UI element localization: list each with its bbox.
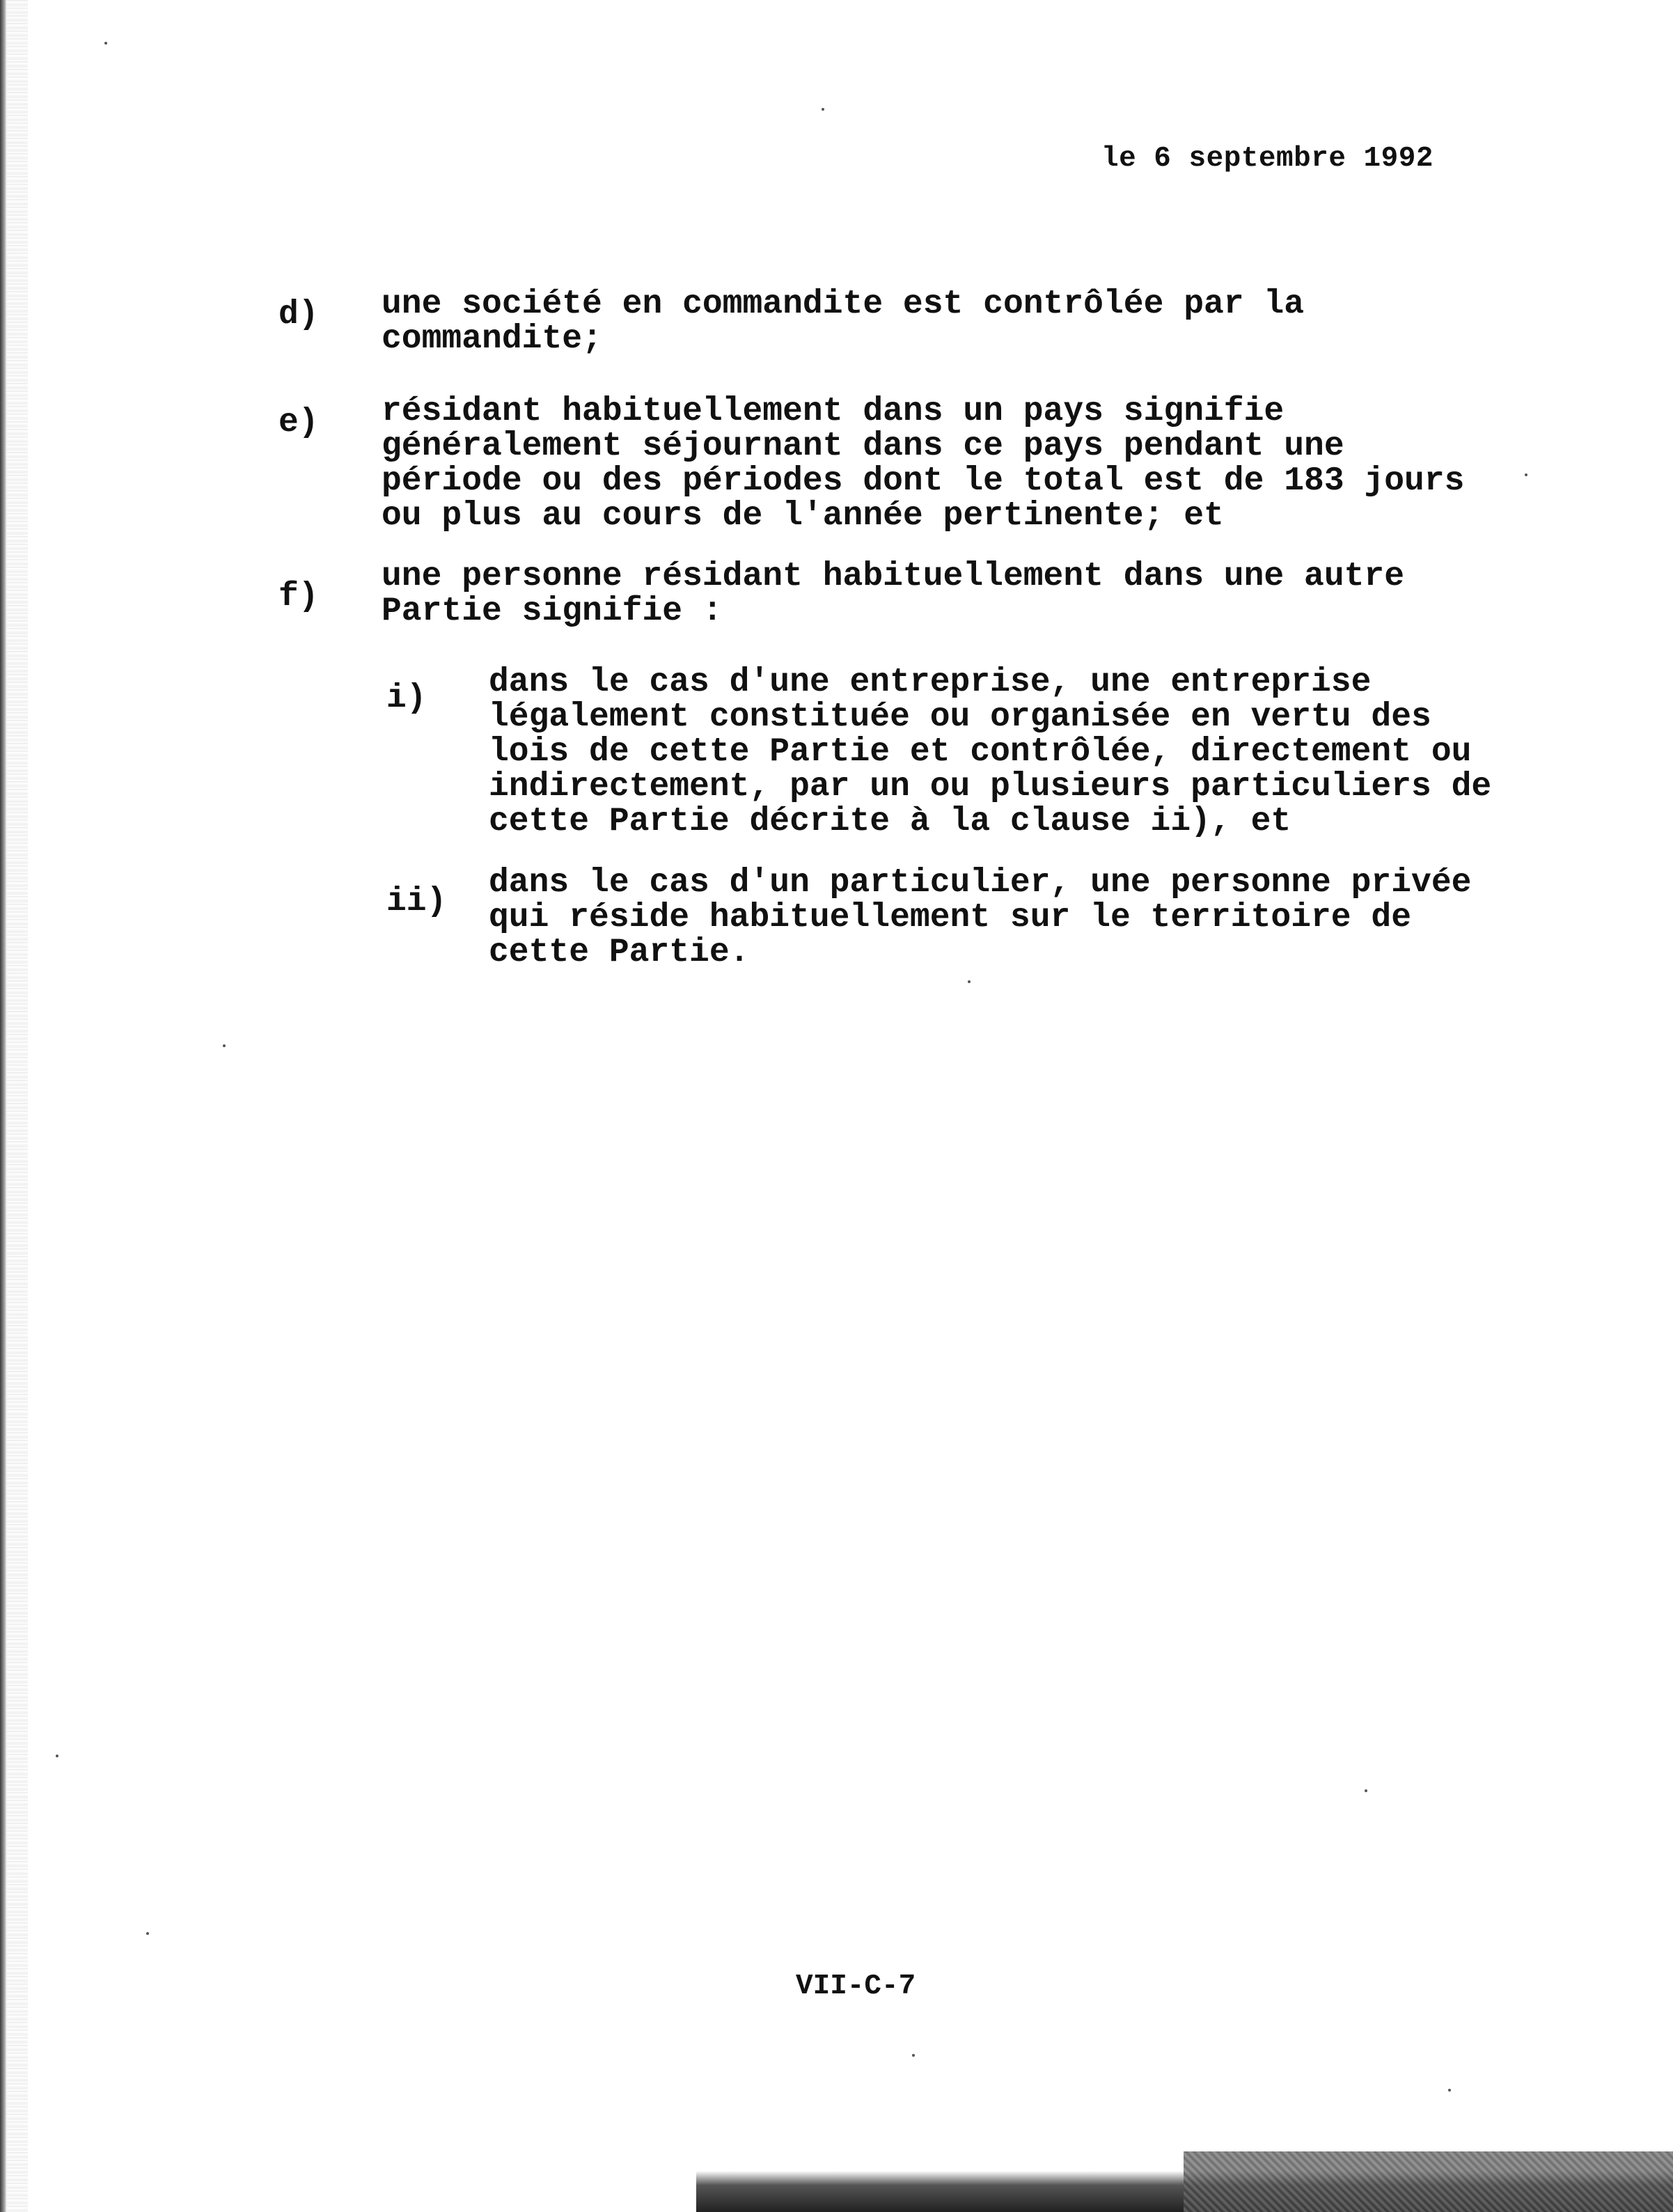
item-line: Partie signifie : bbox=[382, 593, 723, 630]
item-line: lois de cette Partie et contrôlée, directement ou bbox=[489, 733, 1472, 771]
subitem-label-ii: ii) bbox=[386, 883, 447, 920]
item-line: cette Partie. bbox=[489, 934, 750, 971]
subitem-text-i bbox=[489, 665, 1491, 839]
item-text-e bbox=[382, 394, 1464, 533]
document-date: le 6 septembre 1992 bbox=[1101, 143, 1434, 175]
scan-speck bbox=[223, 1044, 226, 1047]
scan-speck bbox=[1448, 2089, 1451, 2092]
item-line: cette Partie décrite à la clause ii), et bbox=[489, 803, 1291, 840]
page-number: VII-C-7 bbox=[796, 1970, 916, 2002]
item-line: indirectement, par un ou plusieurs particuliers de bbox=[489, 768, 1492, 806]
scan-speck bbox=[146, 1932, 149, 1935]
item-line: résidant habituellement dans un pays signifie bbox=[382, 393, 1285, 430]
item-line: une société en commandite est contrôlée par la bbox=[382, 285, 1305, 323]
item-line: commandite; bbox=[382, 320, 602, 358]
item-line: une personne résidant habituellement dans une autre bbox=[382, 558, 1405, 595]
scan-speck bbox=[104, 42, 107, 45]
item-label-e: e) bbox=[278, 404, 319, 441]
scan-edge-left bbox=[0, 0, 7, 2212]
item-line: période ou des périodes dont le total est de 183 jours bbox=[382, 462, 1465, 500]
scan-speck bbox=[968, 980, 971, 983]
scan-speck bbox=[822, 108, 824, 111]
scan-speck bbox=[56, 1755, 58, 1757]
item-label-d: d) bbox=[278, 296, 319, 334]
subitem-text-ii bbox=[489, 865, 1471, 970]
item-line: généralement séjournant dans ce pays pendant une bbox=[382, 428, 1344, 465]
scan-speck bbox=[1365, 1789, 1367, 1792]
scan-speck bbox=[912, 2054, 915, 2057]
scan-speck bbox=[1525, 473, 1527, 476]
item-label-f: f) bbox=[278, 578, 319, 615]
item-line: dans le cas d'un particulier, une personne privée bbox=[489, 864, 1472, 902]
item-text-d bbox=[382, 287, 1304, 356]
scan-edge-left-texture bbox=[7, 0, 28, 2212]
item-line: qui réside habituellement sur le territoire de bbox=[489, 899, 1412, 936]
subitem-label-i: i) bbox=[386, 680, 427, 717]
scan-edge-bottom-texture bbox=[1184, 2151, 1673, 2212]
item-text-f bbox=[382, 559, 1404, 629]
item-line: légalement constituée ou organisée en vertu des bbox=[489, 698, 1431, 736]
item-line: ou plus au cours de l'année pertinente; et bbox=[382, 497, 1224, 535]
item-line: dans le cas d'une entreprise, une entreprise bbox=[489, 664, 1372, 701]
